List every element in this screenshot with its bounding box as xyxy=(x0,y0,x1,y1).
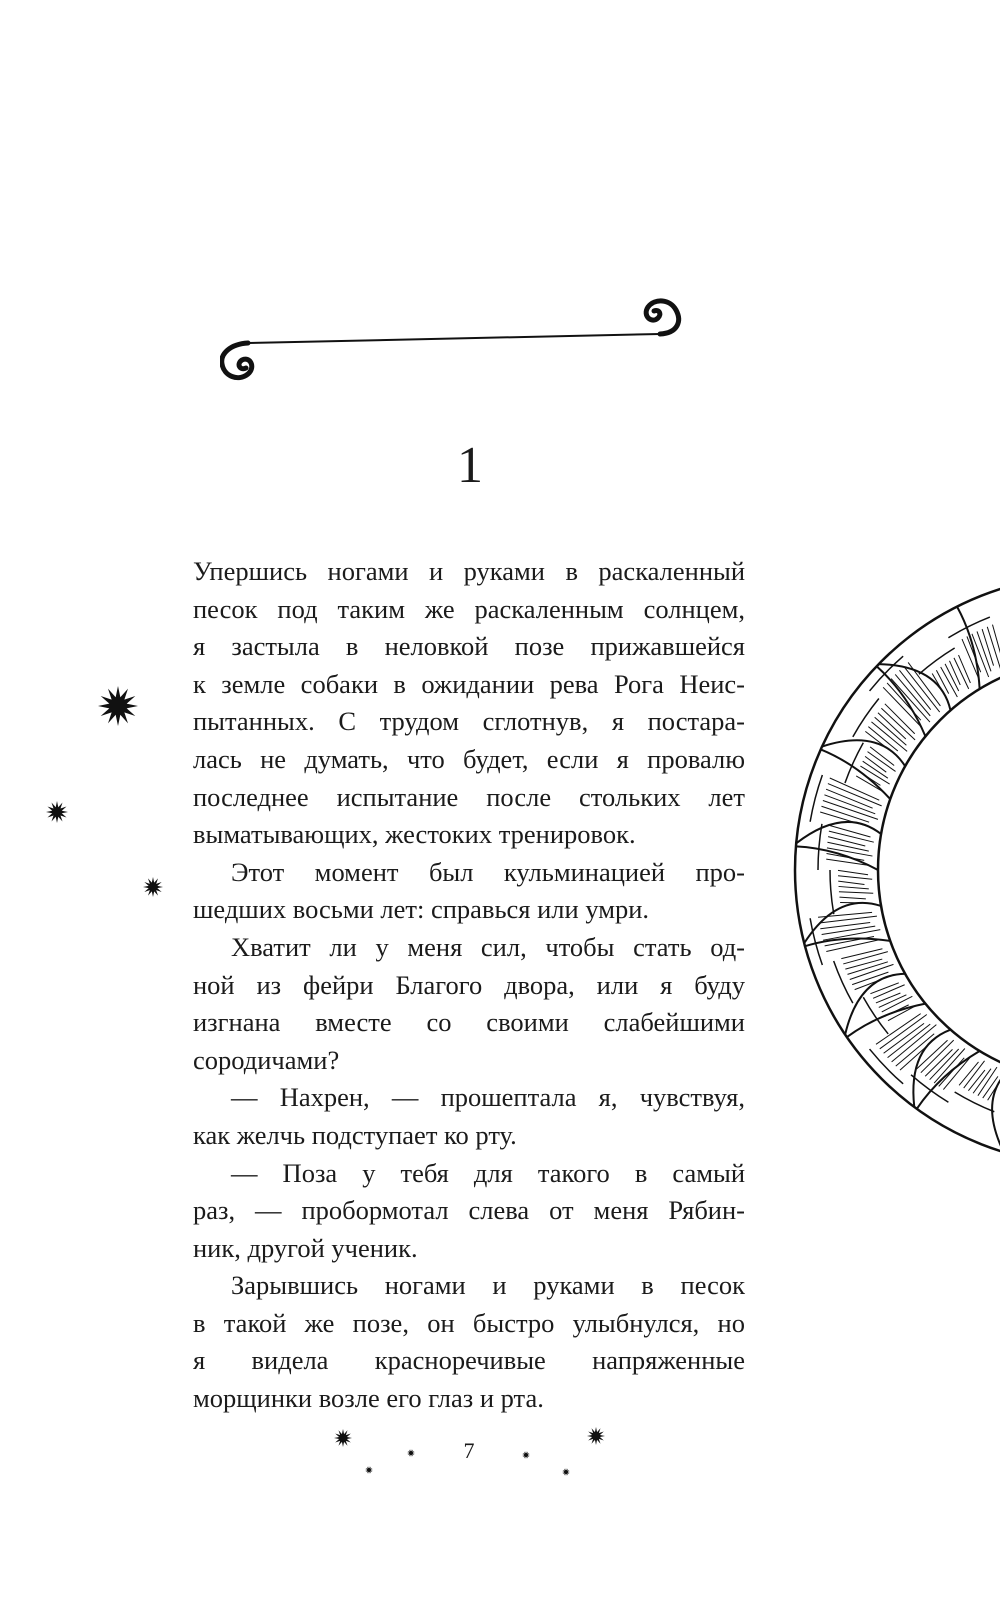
text-line: Зарывшись ногами и руками в песок xyxy=(231,1270,745,1301)
text-line: лась не думать, что будет, если я провалю xyxy=(193,743,745,774)
text-line: песок под таким же раскаленным солнцем, xyxy=(193,593,745,624)
dot-icon xyxy=(406,1448,416,1458)
text-line: — Поза у тебя для такого в самый xyxy=(231,1157,745,1188)
text-line: шедших восьми лет: справься или умри. xyxy=(193,894,650,925)
star-icon xyxy=(586,1426,606,1446)
text-line: — Нахрен, — прошептала я, чувствуя, xyxy=(231,1082,745,1113)
dot-icon xyxy=(521,1450,531,1460)
text-line: раз, — пробормотал слева от меня Рябин- xyxy=(193,1195,745,1226)
body-text xyxy=(193,553,745,1418)
star-icon xyxy=(142,876,164,898)
dot-icon xyxy=(364,1465,374,1475)
text-line: выматывающих, жестоких тренировок. xyxy=(193,819,636,850)
ornamental-ring xyxy=(780,560,1000,1180)
page-number: 7 xyxy=(463,1438,475,1463)
star-icon xyxy=(45,800,69,824)
text-line: морщинки возле его глаз и рта. xyxy=(193,1383,544,1414)
text-line: к земле собаки в ожидании рева Рога Неис- xyxy=(193,668,745,699)
text-line: Хватит ли у меня сил, чтобы стать од- xyxy=(231,931,745,962)
text-line: ник, другой ученик. xyxy=(193,1232,418,1263)
star-icon xyxy=(97,685,139,727)
text-line: изгнана вместе со своими слабейшими xyxy=(193,1007,745,1038)
text-line: пытанных. С трудом сглотнув, я постара- xyxy=(193,706,745,737)
chapter-number: 1 xyxy=(457,437,483,494)
text-line: сородичами? xyxy=(193,1044,340,1075)
star-icon xyxy=(333,1428,353,1448)
text-line: Этот момент был кульминацией про- xyxy=(231,856,745,887)
chapter-flourish xyxy=(220,296,700,396)
text-line: я застыла в неловкой позе прижавшейся xyxy=(193,631,745,662)
text-line: как желчь подступает ко рту. xyxy=(193,1119,517,1150)
text-line: ной из фейри Благого двора, или я буду xyxy=(193,969,745,1000)
text-line: Упершись ногами и руками в раскаленный xyxy=(193,556,745,586)
text-line: последнее испытание после стольких лет xyxy=(193,781,745,812)
dot-icon xyxy=(561,1467,571,1477)
text-line: я видела красноречивые напряженные xyxy=(193,1345,745,1376)
text-line: в такой же позе, он быстро улыбнулся, но xyxy=(193,1307,745,1338)
